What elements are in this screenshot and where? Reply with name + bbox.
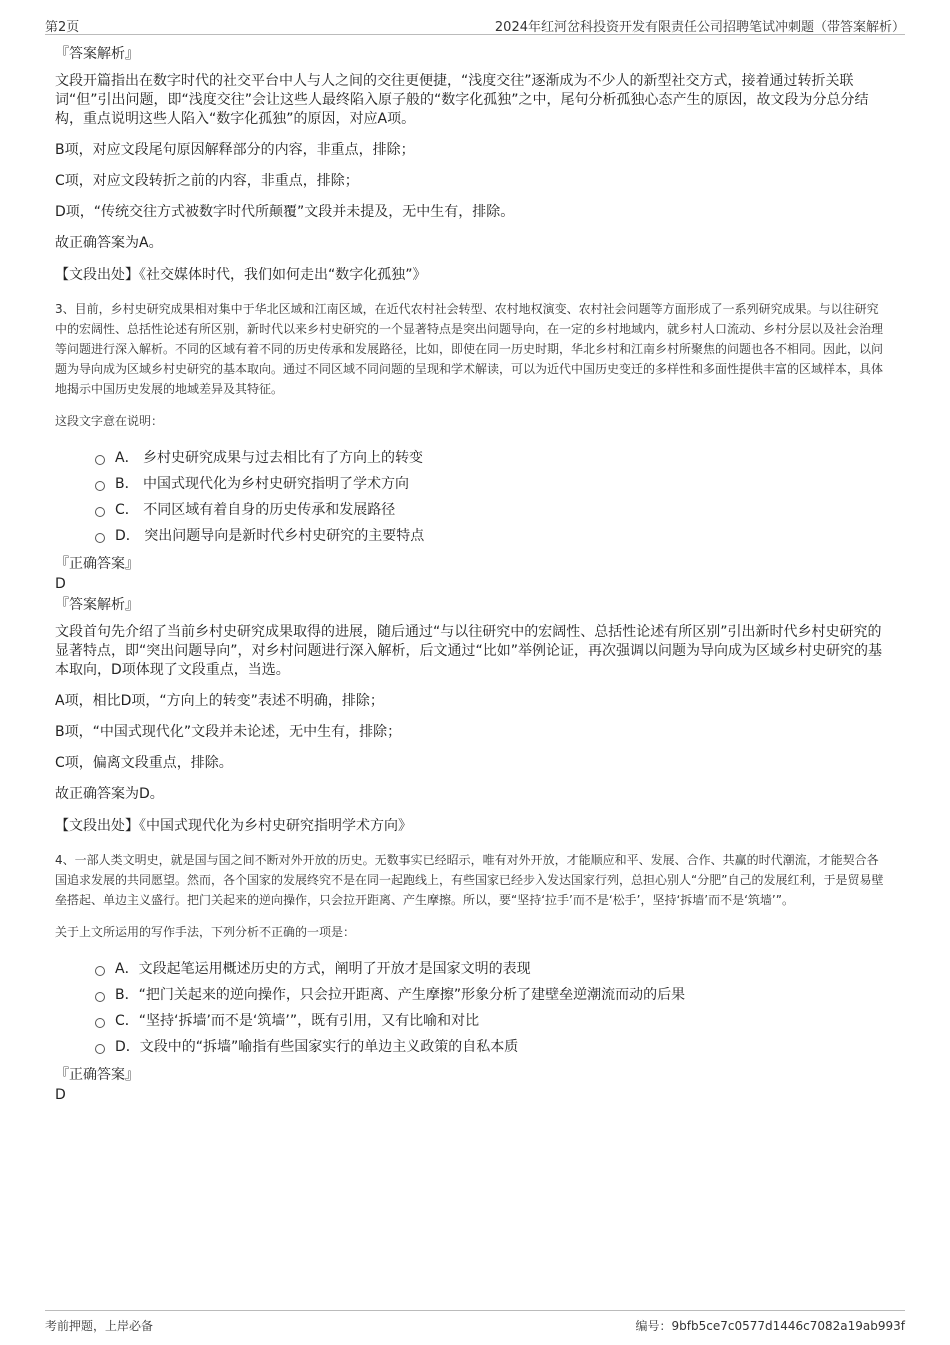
option-label: D． 突出问题导向是新时代乡村史研究的主要特点 (115, 528, 425, 544)
page-number: 第2页 (45, 20, 80, 35)
option-d[interactable] (95, 1034, 890, 1060)
analysis-option-b: B项，对应文段尾句原因解释部分的内容，非重点，排除； (55, 142, 415, 158)
option-label: B． 中国式现代化为乡村史研究指明了学术方向 (115, 476, 410, 492)
question-3-options (95, 445, 890, 549)
analysis-conclusion: 故正确答案为D。 (55, 786, 164, 802)
passage-source: 【文段出处】《社交媒体时代，我们如何走出“数字化孤独”》 (55, 267, 427, 283)
option-c[interactable] (95, 497, 890, 523)
page-footer (45, 1310, 905, 1337)
radio-button-icon[interactable] (95, 507, 105, 517)
analysis-conclusion: 故正确答案为A。 (55, 235, 163, 251)
option-label: D．文段中的“拆墙”喻指有些国家实行的单边主义政策的自私本质 (115, 1039, 519, 1055)
option-d[interactable] (95, 523, 890, 549)
option-c[interactable] (95, 1008, 890, 1034)
radio-button-icon[interactable] (95, 455, 105, 465)
question-3-prompt: 这段文字意在说明： (55, 414, 164, 428)
radio-button-icon[interactable] (95, 533, 105, 543)
correct-answer-value: D (55, 576, 66, 592)
option-label: C．“坚持‘拆墙’而不是‘筑墙’”，既有引用，又有比喻和对比 (115, 1013, 480, 1029)
radio-button-icon[interactable] (95, 481, 105, 491)
radio-button-icon[interactable] (95, 992, 105, 1002)
question-4-text: 4、一部人类文明史，就是国与国之间不断对外开放的历史。无数事实已经昭示，唯有对外开放，才能顺应和平、发展、合作、共赢的时代潮流，才能契合各国追求发展的共同愿望。然而，各个国家的发展终究不是在同一起跑线上，有些国家已经步入发达国家行列，总担心别人“分肥”自己的发展红利，于是贸易壁垒搭起、单边主义盛行。把门关起来的逆向操作，只会拉开距离、产生摩擦。所以，要“坚持‘拉手’而不是‘松手’，坚持‘拆墙’而不是‘筑墙’”。 (55, 853, 884, 907)
page-header (45, 14, 905, 35)
answer-analysis-label: 『答案解析』 (55, 597, 139, 613)
option-a[interactable] (95, 445, 890, 471)
option-b[interactable] (95, 471, 890, 497)
option-label: A． 乡村史研究成果与过去相比有了方向上的转变 (115, 450, 424, 466)
document-id: 编号：9bfb5ce7c0577d1446c7082a19ab993f (635, 1319, 905, 1333)
analysis-option-b: B项，“中国式现代化”文段并未论述，无中生有，排除； (55, 724, 402, 740)
analysis-paragraph: 文段开篇指出在数字时代的社交平台中人与人之间的交往更便捷，“浅度交往”逐渐成为不少人的新型社交方式，接着通过转折关联词“但”引出问题，即“浅度交往”会让这些人最终陷入原子般的“数字化孤独”之中，尾句分析孤独心态产生的原因，故文段为分总分结构，重点说明这些人陷入“数字化孤独”的原因，对应A项。 (55, 73, 869, 127)
analysis-paragraph: 文段首句先介绍了当前乡村史研究成果取得的进展，随后通过“与以往研究中的宏阔性、总括性论述有所区别”引出新时代乡村史研究的显著特点，即“突出问题导向”，对乡村问题进行深入解析，后文通过“比如”举例论证，再次强调以问题为导向成为区域乡村史研究的基本取向，D项体现了文段重点，当选。 (55, 624, 883, 678)
correct-answer-value: D (55, 1087, 66, 1103)
option-b[interactable] (95, 982, 890, 1008)
radio-button-icon[interactable] (95, 1018, 105, 1028)
answer-analysis-label: 『答案解析』 (55, 46, 139, 62)
analysis-option-c: C项，对应文段转折之前的内容，非重点，排除； (55, 173, 359, 189)
radio-button-icon[interactable] (95, 966, 105, 976)
question-4-prompt: 关于上文所运用的写作手法，下列分析不正确的一项是： (55, 925, 356, 939)
document-content (55, 44, 890, 1106)
radio-button-icon[interactable] (95, 1044, 105, 1054)
question-3-text: 3、目前，乡村史研究成果相对集中于华北区域和江南区域，在近代农村社会转型、农村地权演变、农村社会问题等方面形成了一系列研究成果。与以往研究中的宏阔性、总括性论述有所区别，新时代以来乡村史研究的一个显著特点是突出问题导向，在一定的乡村地域内，就乡村人口流动、乡村分层以及社会治理等问题进行深入解析。不同的区域有着不同的历史传承和发展路径，比如，即使在同一历史时期，华北乡村和江南乡村所聚焦的问题也各不相同。因此，以问题为导向成为区域乡村史研究的基本取向。通过不同区域不同问题的呈现和学术解读，可以为近代中国历史变迁的多样性和多面性提供丰富的区域样本，具体地揭示中国历史发展的地域差异及其特征。 (55, 302, 884, 396)
correct-answer-label: 『正确答案』 (55, 556, 139, 572)
analysis-option-a: A项，相比D项，“方向上的转变”表述不明确，排除； (55, 693, 384, 709)
footer-slogan: 考前押题，上岸必备 (45, 1319, 154, 1333)
document-title: 2024年红河岔科投资开发有限责任公司招聘笔试冲刺题（带答案解析） (494, 20, 905, 35)
option-label: C． 不同区域有着自身的历史传承和发展路径 (115, 502, 396, 518)
analysis-option-c: C项，偏离文段重点，排除。 (55, 755, 233, 771)
passage-source: 【文段出处】《中国式现代化为乡村史研究指明学术方向》 (55, 818, 412, 834)
correct-answer-label: 『正确答案』 (55, 1067, 139, 1083)
analysis-option-d: D项，“传统交往方式被数字时代所颠覆”文段并未提及，无中生有，排除。 (55, 204, 515, 220)
option-label: A．文段起笔运用概述历史的方式，阐明了开放才是国家文明的表现 (115, 961, 531, 977)
option-label: B．“把门关起来的逆向操作，只会拉开距离、产生摩擦”形象分析了建壁垒逆潮流而动的后果 (115, 987, 686, 1003)
option-a[interactable] (95, 956, 890, 982)
question-4-options (95, 956, 890, 1060)
